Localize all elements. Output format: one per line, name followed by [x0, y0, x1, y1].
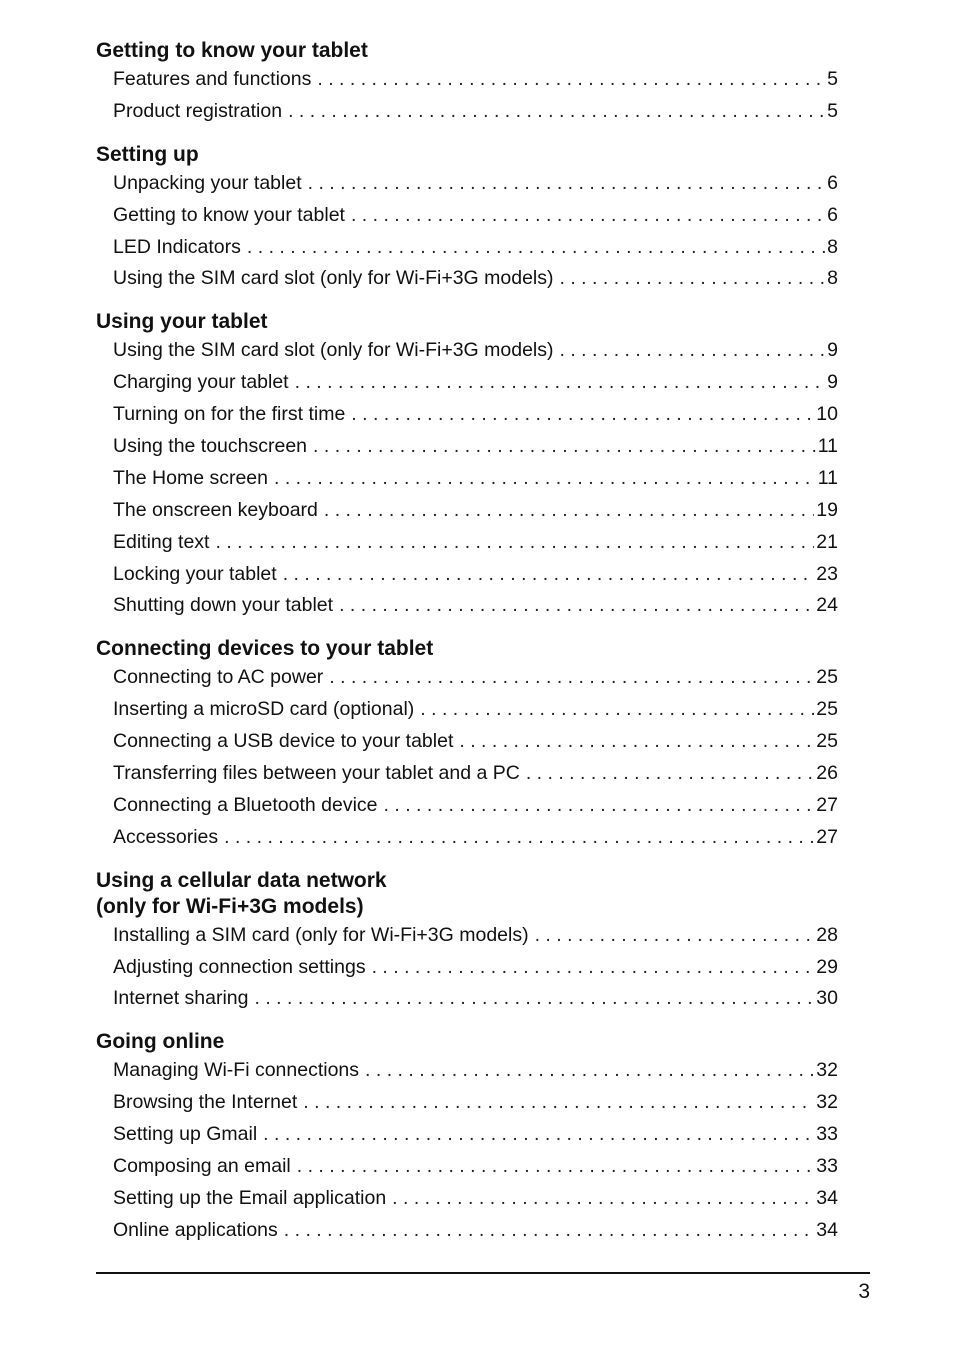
- toc-entry-page: 8: [827, 267, 838, 290]
- toc-entry[interactable]: [96, 371, 838, 403]
- section-heading-line: Using your tablet: [96, 310, 268, 334]
- toc-entry-label: Managing Wi-Fi connections: [113, 1059, 360, 1082]
- dot-leader: [297, 1155, 815, 1178]
- toc-entry[interactable]: [96, 267, 838, 299]
- toc-entry[interactable]: [96, 68, 838, 100]
- toc-entry-page: 34: [816, 1186, 838, 1209]
- toc-entry-page: 11: [817, 435, 838, 458]
- toc-entry[interactable]: [96, 1187, 838, 1219]
- dot-leader: [283, 563, 815, 586]
- toc-entry-page: 6: [827, 171, 838, 194]
- toc-entry-page: 25: [816, 698, 838, 721]
- section-heading: [96, 866, 838, 920]
- toc-entry[interactable]: [96, 1155, 838, 1187]
- toc-entry-label: Connecting a Bluetooth device: [113, 793, 378, 816]
- section-heading: [96, 140, 838, 168]
- toc-section: [96, 140, 838, 300]
- dot-leader: [372, 956, 815, 979]
- toc-entry[interactable]: [96, 435, 838, 467]
- toc-entry-page: 34: [816, 1218, 838, 1241]
- toc-entry[interactable]: [96, 924, 838, 956]
- toc-entry-label: Setting up the Email application: [113, 1186, 387, 1209]
- dot-leader: [247, 236, 825, 259]
- dot-leader: [351, 403, 814, 426]
- toc-entry[interactable]: [96, 172, 838, 204]
- page-number: 3: [858, 1280, 870, 1303]
- section-heading-line: (only for Wi-Fi+3G models): [96, 894, 364, 918]
- toc-entry-page: 11: [817, 466, 838, 489]
- dot-leader: [284, 1219, 815, 1242]
- toc-entry-page: 19: [816, 498, 838, 521]
- toc-entry-label: Using the touchscreen: [113, 435, 308, 458]
- section-heading: [96, 1027, 838, 1055]
- toc-section: [96, 1027, 838, 1250]
- dot-leader: [274, 467, 816, 490]
- toc-entry-label: Inserting a microSD card (optional): [113, 698, 415, 721]
- section-heading-line: Setting up: [96, 142, 199, 166]
- toc-entry-label: Features and functions: [113, 68, 312, 90]
- toc-entry-page: 25: [816, 666, 838, 689]
- toc-entry-label: Locking your tablet: [113, 562, 277, 585]
- dot-leader: [215, 531, 814, 554]
- toc-entry[interactable]: [96, 236, 838, 268]
- footer-divider: [96, 1272, 870, 1274]
- dot-leader: [535, 924, 815, 947]
- dot-leader: [560, 267, 826, 290]
- toc-entry-page: 27: [816, 825, 838, 848]
- toc-entry[interactable]: [96, 1091, 838, 1123]
- toc-entry[interactable]: [96, 1059, 838, 1091]
- toc-entry-label: Editing text: [113, 530, 210, 553]
- toc-entry[interactable]: [96, 1123, 838, 1155]
- toc-entry[interactable]: [96, 956, 838, 988]
- toc-entry[interactable]: [96, 762, 838, 794]
- dot-leader: [351, 204, 825, 227]
- toc-entry-page: 6: [827, 203, 838, 226]
- dot-leader: [365, 1059, 814, 1082]
- toc-entry-page: 32: [816, 1091, 838, 1114]
- toc-entry-page: 5: [827, 68, 838, 90]
- dot-leader: [420, 698, 814, 721]
- dot-leader: [313, 435, 816, 458]
- toc-entry-label: Product registration: [113, 99, 283, 122]
- toc-entry-page: 27: [816, 793, 838, 816]
- toc-entry-page: 10: [816, 403, 838, 426]
- toc-entry[interactable]: [96, 563, 838, 595]
- dot-leader: [459, 730, 814, 753]
- toc-entry-label: Transferring files between your tablet and a PC: [113, 762, 520, 785]
- dot-leader: [288, 100, 825, 123]
- toc-entry[interactable]: [96, 499, 838, 531]
- dot-leader: [317, 68, 825, 91]
- toc-entry-label: The onscreen keyboard: [113, 498, 318, 521]
- toc-entry-page: 23: [816, 562, 838, 585]
- section-heading: [96, 634, 838, 662]
- dot-leader: [392, 1187, 814, 1210]
- toc-entry[interactable]: [96, 987, 838, 1019]
- section-heading-line: Getting to know your tablet: [96, 39, 368, 62]
- toc-entry[interactable]: [96, 730, 838, 762]
- dot-leader: [295, 371, 826, 394]
- dot-leader: [224, 826, 814, 849]
- toc-entry-label: Adjusting connection settings: [113, 955, 366, 978]
- toc-section: [96, 866, 838, 1020]
- toc-entry-label: Using the SIM card slot (only for Wi-Fi+3G models): [113, 267, 554, 290]
- table-of-contents: [96, 36, 838, 1251]
- toc-entry[interactable]: [96, 698, 838, 730]
- toc-entry[interactable]: [96, 666, 838, 698]
- toc-entry-label: Composing an email: [113, 1155, 291, 1178]
- toc-entry-label: Using the SIM card slot (only for Wi-Fi+3G models): [113, 339, 554, 362]
- dot-leader: [384, 794, 815, 817]
- toc-entry-page: 21: [816, 530, 838, 553]
- toc-entry-label: Unpacking your tablet: [113, 171, 302, 194]
- toc-entry-label: Charging your tablet: [113, 371, 289, 394]
- toc-entry-page: 26: [816, 762, 838, 785]
- dot-leader: [329, 666, 814, 689]
- toc-section: [96, 36, 838, 132]
- toc-entry-label: The Home screen: [113, 466, 268, 489]
- toc-entry[interactable]: [96, 100, 838, 132]
- toc-entry-label: Turning on for the first time: [113, 403, 346, 426]
- toc-entry-page: 30: [816, 987, 838, 1010]
- toc-entry-page: 33: [816, 1123, 838, 1146]
- section-heading-line: Connecting devices to your tablet: [96, 637, 434, 661]
- toc-entry[interactable]: [96, 826, 838, 858]
- toc-entry-page: 24: [816, 594, 838, 617]
- toc-entry-page: 33: [816, 1155, 838, 1178]
- toc-entry[interactable]: [96, 204, 838, 236]
- toc-entry-label: Getting to know your tablet: [113, 203, 345, 226]
- toc-section: [96, 307, 838, 626]
- toc-section: [96, 634, 838, 857]
- dot-leader: [263, 1123, 814, 1146]
- dot-leader: [255, 987, 815, 1010]
- toc-entry[interactable]: [96, 594, 838, 626]
- section-heading: [96, 307, 838, 335]
- toc-entry-label: Accessories: [113, 825, 219, 848]
- toc-entry-label: Installing a SIM card (only for Wi-Fi+3G models): [113, 923, 529, 946]
- dot-leader: [308, 172, 826, 195]
- toc-entry-page: 9: [827, 339, 838, 362]
- dot-leader: [324, 499, 814, 522]
- toc-entry-label: Connecting to AC power: [113, 666, 324, 689]
- toc-entry[interactable]: [96, 1219, 838, 1251]
- toc-entry[interactable]: [96, 794, 838, 826]
- toc-entry-page: 32: [816, 1059, 838, 1082]
- toc-entry-page: 5: [827, 99, 838, 122]
- section-heading-line: Going online: [96, 1030, 225, 1054]
- toc-entry-label: Setting up Gmail: [113, 1123, 258, 1146]
- toc-entry[interactable]: [96, 339, 838, 371]
- toc-entry-label: LED Indicators: [113, 235, 241, 258]
- toc-entry[interactable]: [96, 403, 838, 435]
- toc-entry-label: Shutting down your tablet: [113, 594, 334, 617]
- dot-leader: [560, 339, 826, 362]
- toc-entry-page: 8: [827, 235, 838, 258]
- toc-entry-page: 25: [816, 730, 838, 753]
- toc-entry-label: Internet sharing: [113, 987, 249, 1010]
- toc-entry-label: Connecting a USB device to your tablet: [113, 730, 454, 753]
- dot-leader: [303, 1091, 814, 1114]
- toc-entry-page: 29: [816, 955, 838, 978]
- toc-entry-label: Online applications: [113, 1218, 278, 1241]
- section-heading: [96, 36, 838, 64]
- dot-leader: [339, 594, 814, 617]
- section-heading-line: Using a cellular data network: [96, 868, 387, 892]
- toc-entry-page: 9: [827, 371, 838, 394]
- toc-entry-page: 28: [816, 923, 838, 946]
- toc-entry[interactable]: [96, 531, 838, 563]
- toc-entry[interactable]: [96, 467, 838, 499]
- dot-leader: [526, 762, 814, 785]
- toc-entry-label: Browsing the Internet: [113, 1091, 298, 1114]
